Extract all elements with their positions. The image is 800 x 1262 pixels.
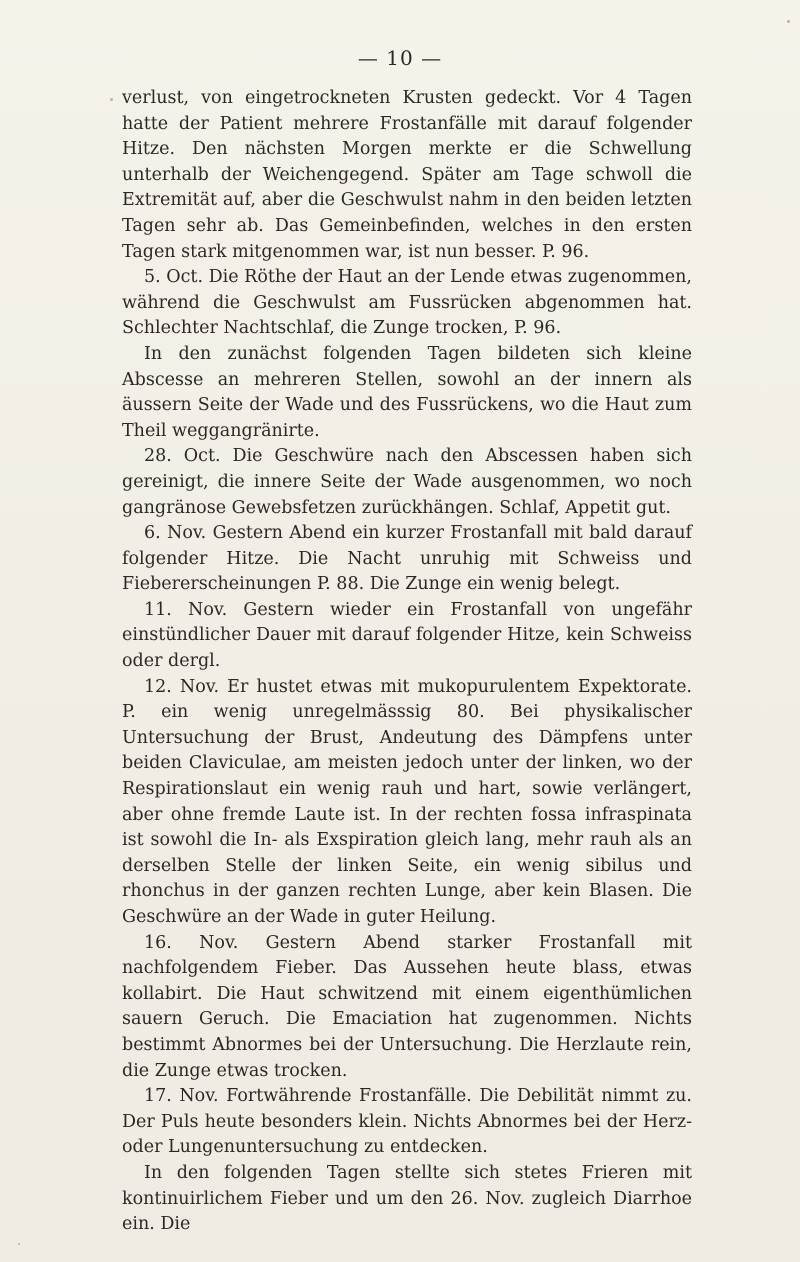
paragraph-2: 5. Oct. Die Röthe der Haut an der Lende etwas zugenommen, während die Geschwulst am Fussrücken abgenommen hat. Schlechter Nachtschlaf, die Zunge trocken, P. 96. (122, 267, 692, 339)
paragraph-3: In den zunächst folgenden Tagen bildeten sich kleine Abscesse an mehreren Stellen, sowohl an der innern als äussern Seite der Wade und des Fussrückens, wo die Haut zum Theil weggangränirte. (122, 343, 692, 441)
paper-speck (18, 1243, 20, 1245)
paragraph-10: In den folgenden Tagen stellte sich stetes Frieren mit kontinuirlichem Fieber und um den 26. Nov. zugleich Diarrhoe ein. Die (122, 1162, 692, 1235)
page-number: — 10 — (357, 46, 443, 70)
paragraph-7: 12. Nov. Er hustet etwas mit mukopurulentem Expektorate. P. ein wenig unregelmässsig 80. Bei physikalischer Untersuchung der Brust, Andeutung des Dämpfens unter beiden Claviculae, am meisten jedoch unter der linken, wo der Respirationslaut ein wenig rauh und hart, sowie verlängert, aber ohne fremde Laute ist. In der rechten fossa infraspinata ist sowohl die In- als Exspiration gleich lang, mehr rauh als an derselben Stelle der linken Seite, ein wenig sibilus und rhonchus in der ganzen rechten Lunge, aber kein Blasen. Die Geschwüre an der Wade in guter Heilung. (122, 676, 692, 927)
paragraph-4: 28. Oct. Die Geschwüre nach den Abscessen haben sich gereinigt, die innere Seite der Wade ausgenommen, wo noch gangränose Gewebsfetzen zurückhängen. Schlaf, Appetit gut. (122, 446, 692, 518)
paragraph-5: 6. Nov. Gestern Abend ein kurzer Frostanfall mit bald darauf folgender Hitze. Die Nacht unruhig mit Schweiss und Fiebererscheinungen P. 88. Die Zunge ein wenig belegt. (122, 523, 692, 595)
paragraph-6: 11. Nov. Gestern wieder ein Frostanfall von ungefähr einstündlicher Dauer mit darauf folgender Hitze, kein Schweiss oder dergl. (122, 599, 692, 672)
body-text (122, 86, 692, 1238)
paper-speck (787, 20, 790, 23)
paper-speck (110, 98, 113, 101)
paragraph-1: verlust, von eingetrockneten Krusten gedeckt. Vor 4 Tagen hatte der Patient mehrere Frostanfälle mit darauf folgender Hitze. Den nächsten Morgen merkte er die Schwellung unterhalb der Weichengegend. Später am Tage schwoll die Extremität auf, aber die Geschwulst nahm in den beiden letzten Tagen sehr ab. Das Gemeinbefinden, welches in den ersten Tagen stark mitgenommen war, ist nun besser. P. 96. (122, 88, 692, 262)
paragraph-8: 16. Nov. Gestern Abend starker Frostanfall mit nachfolgendem Fieber. Das Aussehen heute blass, etwas kollabirt. Die Haut schwitzend mit einem eigenthümlichen sauern Geruch. Die Emaciation hat zugenommen. Nichts bestimmt Abnormes bei der Untersuchung. Die Herzlaute rein, die Zunge etwas trocken. (122, 932, 692, 1081)
paragraph-9: 17. Nov. Fortwährende Frostanfälle. Die Debilität nimmt zu. Der Puls heute besonders klein. Nichts Abnormes bei der Herz- oder Lungenuntersuchung zu entdecken. (122, 1086, 692, 1158)
